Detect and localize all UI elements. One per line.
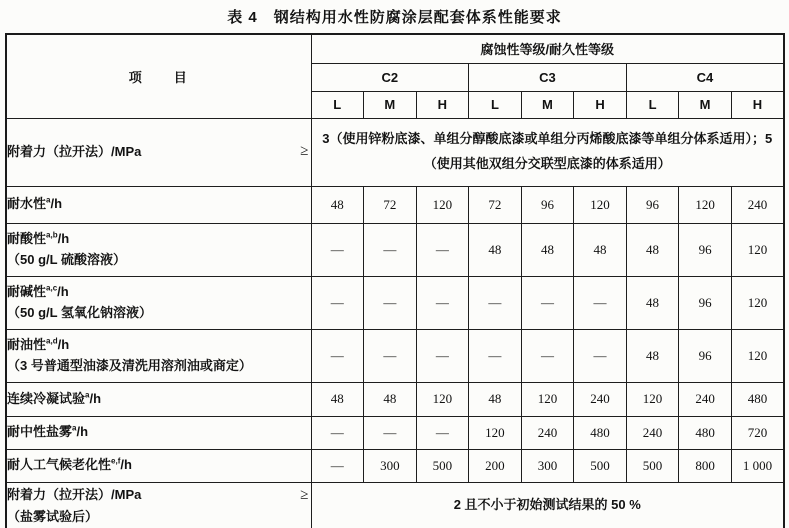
value-cell: — [469, 276, 522, 329]
value-cell: 240 [626, 416, 679, 449]
header-level-c4-m: M [679, 91, 732, 118]
value-cell: 120 [416, 186, 469, 223]
table-row [6, 482, 784, 528]
header-level-c3-h: H [574, 91, 627, 118]
value-cell: 240 [521, 416, 574, 449]
value-cell: 96 [521, 186, 574, 223]
table-title: 表 4 钢结构用水性防腐涂层配套体系性能要求 [227, 9, 562, 26]
row-label-artificial-weathering: 耐人工气候老化性$^{e,f}$/h [6, 449, 311, 482]
value-cell: 800 [679, 449, 732, 482]
value-cell: 120 [626, 382, 679, 416]
value-cell: — [469, 329, 522, 382]
header-class-c3: C3 [469, 63, 627, 91]
requirement-span-cell: 2 且不小于初始测试结果的 50 % [311, 482, 784, 528]
row-label-neutral-salt-spray: 耐中性盐雾$^a$/h [6, 416, 311, 449]
table-row [6, 223, 784, 276]
value-cell: — [574, 329, 627, 382]
value-cell: 480 [679, 416, 732, 449]
value-cell: 48 [521, 223, 574, 276]
value-cell: 48 [311, 186, 364, 223]
value-cell: 48 [469, 223, 522, 276]
row-label-adhesion-initial: 附着力（拉开法）/MPa ≥ [6, 118, 311, 186]
value-cell: 48 [469, 382, 522, 416]
requirement-span-cell: 3（使用锌粉底漆、单组分醇酸底漆或单组分丙烯酸底漆等单组分体系适用）；5（使用其他双组分交联型底漆的体系适用） [311, 118, 784, 186]
value-cell: — [416, 329, 469, 382]
value-cell: 300 [364, 449, 417, 482]
value-cell: 120 [574, 186, 627, 223]
value-cell: 480 [731, 382, 784, 416]
value-cell: 48 [626, 329, 679, 382]
greater-equal-symbol: ≥ [300, 143, 309, 160]
value-cell: — [416, 223, 469, 276]
row-label-continuous-condensation-test: 连续冷凝试验$^a$/h [6, 382, 311, 416]
value-cell: 240 [679, 382, 732, 416]
header-level-c4-l: L [626, 91, 679, 118]
header-level-c4-h: H [731, 91, 784, 118]
value-cell: — [364, 329, 417, 382]
value-cell: 300 [521, 449, 574, 482]
row-label-condition: （50 g/L 氢氧化钠溶液） [7, 304, 152, 320]
value-cell: 96 [679, 329, 732, 382]
table-row [6, 382, 784, 416]
row-label-acid-resistance: 耐酸性$^{a,b}$/h （50 g/L 硫酸溶液） [6, 223, 311, 276]
performance-table [5, 33, 785, 528]
table-row [6, 276, 784, 329]
value-cell: 96 [626, 186, 679, 223]
value-cell: — [521, 276, 574, 329]
value-cell: 120 [416, 382, 469, 416]
value-cell: 72 [469, 186, 522, 223]
table-row [6, 329, 784, 382]
value-cell: — [416, 416, 469, 449]
header-level-c2-m: M [364, 91, 417, 118]
value-cell: 240 [574, 382, 627, 416]
value-cell: 120 [469, 416, 522, 449]
value-cell: 720 [731, 416, 784, 449]
header-class-c2: C2 [311, 63, 469, 91]
value-cell: 120 [731, 276, 784, 329]
value-cell: 48 [364, 382, 417, 416]
value-cell: — [311, 329, 364, 382]
header-item: 项 目 [6, 34, 311, 118]
value-cell: 200 [469, 449, 522, 482]
header-level-c3-m: M [521, 91, 574, 118]
value-cell: — [364, 276, 417, 329]
header-level-c3-l: L [469, 91, 522, 118]
value-cell: 240 [731, 186, 784, 223]
value-cell: 500 [416, 449, 469, 482]
value-cell: — [311, 416, 364, 449]
table-row [6, 416, 784, 449]
value-cell: 48 [311, 382, 364, 416]
row-label-condition: （盐雾试验后） [7, 508, 99, 524]
row-label-condition: （3 号普通型油漆及清洗用溶剂油或商定） [7, 357, 252, 373]
value-cell: 96 [679, 223, 732, 276]
value-cell: — [311, 449, 364, 482]
header-corrosivity-durability: 腐蚀性等级/耐久性等级 [311, 34, 784, 63]
value-cell: 48 [574, 223, 627, 276]
value-cell: 480 [574, 416, 627, 449]
value-cell: 120 [731, 329, 784, 382]
value-cell: 1 000 [731, 449, 784, 482]
header-class-c4: C4 [626, 63, 784, 91]
value-cell: 500 [574, 449, 627, 482]
row-label-oil-resistance: 耐油性$^{a,d}$/h （3 号普通型油漆及清洗用溶剂油或商定） [6, 329, 311, 382]
header-level-c2-h: H [416, 91, 469, 118]
value-cell: 48 [626, 223, 679, 276]
value-cell: 120 [521, 382, 574, 416]
value-cell: — [311, 276, 364, 329]
value-cell: 120 [731, 223, 784, 276]
value-cell: 500 [626, 449, 679, 482]
value-cell: 72 [364, 186, 417, 223]
table-body [6, 118, 784, 528]
table-row [6, 186, 784, 223]
row-label-alkali-resistance: 耐碱性$^{a,c}$/h （50 g/L 氢氧化钠溶液） [6, 276, 311, 329]
table-row [6, 118, 784, 186]
value-cell: — [364, 416, 417, 449]
row-label-condition: （50 g/L 硫酸溶液） [7, 251, 126, 267]
value-cell: 120 [679, 186, 732, 223]
table-row [6, 449, 784, 482]
header-level-c2-l: L [311, 91, 364, 118]
row-label-water-resistance: 耐水性$^a$/h [6, 186, 311, 223]
value-cell: — [364, 223, 417, 276]
greater-equal-symbol: ≥ [300, 486, 309, 503]
value-cell: — [311, 223, 364, 276]
row-label-adhesion-after-salt-spray: 附着力（拉开法）/MPa ≥ （盐雾试验后） [6, 482, 311, 528]
value-cell: 96 [679, 276, 732, 329]
value-cell: — [416, 276, 469, 329]
value-cell: — [521, 329, 574, 382]
value-cell: — [574, 276, 627, 329]
value-cell: 48 [626, 276, 679, 329]
